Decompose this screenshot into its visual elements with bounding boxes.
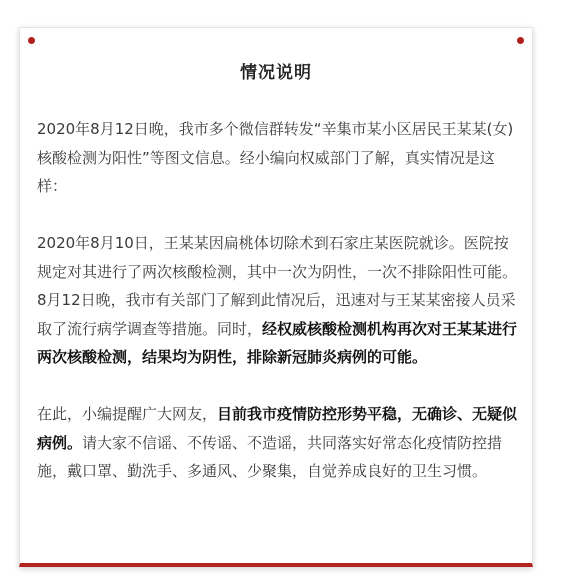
paragraph-3-emphasis: 目前我市疫情防控形势平稳，无确诊、无疑似病例。 bbox=[37, 405, 518, 452]
corner-dot-left bbox=[28, 37, 35, 44]
paragraph-3 bbox=[37, 400, 519, 486]
notice-card bbox=[19, 27, 533, 567]
paragraph-1: 2020年8月12日晚，我市多个微信群转发“辛集市某小区居民王某某(女)核酸检测为阳性”等图文信息。经小编向权威部门了解，真实情况是这样： bbox=[37, 120, 514, 195]
article-body bbox=[37, 115, 519, 514]
corner-dot-right bbox=[517, 37, 524, 44]
paragraph-2-text: 2020年8月10日，王某某因扁桃体切除术到石家庄某医院就诊。医院按规定对其进行了两次核酸检测，其中一次为阴性，一次不排除阳性可能。8月12日晚，我市有关部门了解到此情况后，迅速对与王某某密接人员采取了流行病学调查等措施。同时， bbox=[37, 234, 518, 338]
paragraph-2 bbox=[37, 229, 519, 372]
paragraph-3-text: 请大家不信谣、不传谣、不造谣，共同落实好常态化疫情防控措施，戴口罩、勤洗手、多通风、少聚集，自觉养成良好的卫生习惯。 bbox=[37, 433, 503, 480]
paragraph-3-lead: 在此，小编提醒广大网友， bbox=[37, 405, 218, 423]
paragraph-2-emphasis: 经权威核酸检测机构再次对王某某进行两次核酸检测，结果均为阴性，排除新冠肺炎病例的可能。 bbox=[37, 319, 518, 366]
article-title: 情况说明 bbox=[240, 63, 312, 83]
